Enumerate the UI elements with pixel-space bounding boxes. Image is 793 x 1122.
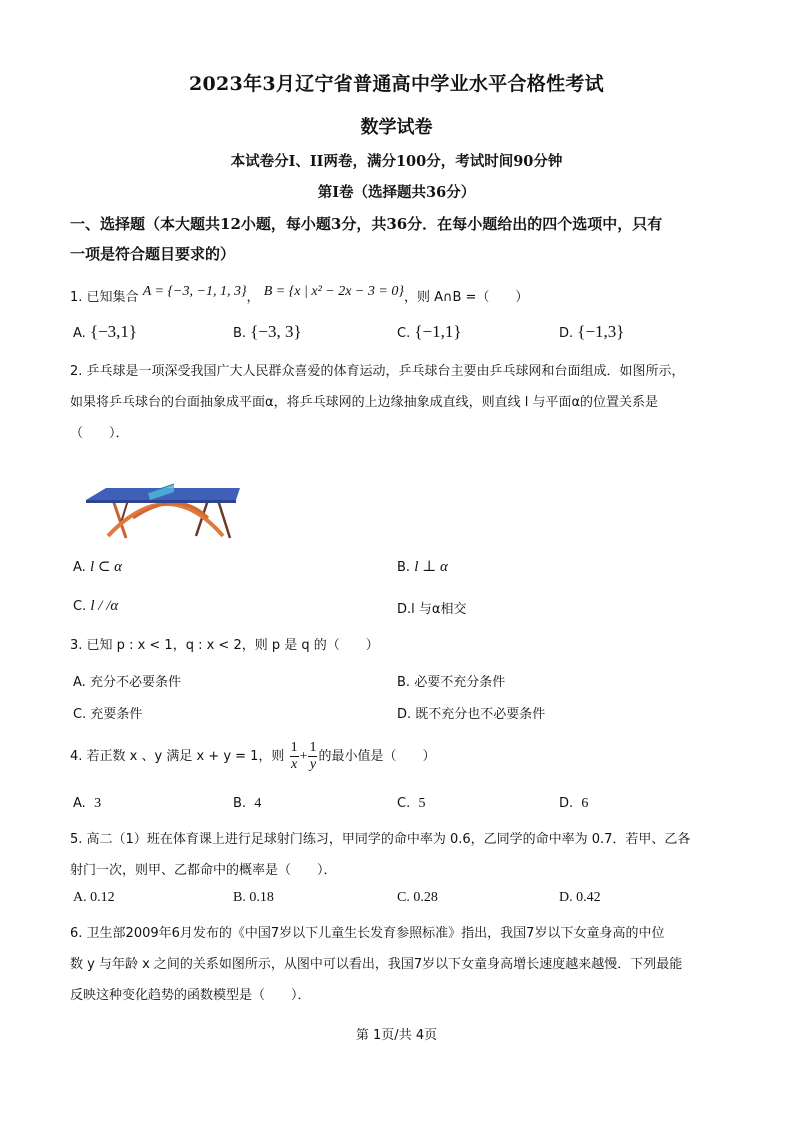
question-2-stem (70, 360, 685, 379)
exam-subtitle: 数学试卷 (360, 117, 433, 138)
option-text: {−1,3} (577, 322, 625, 341)
q4-option-c[interactable] (397, 796, 425, 812)
fraction-1-over-x (290, 740, 299, 773)
q5-option-c[interactable] (397, 890, 438, 906)
option-label: C. (397, 890, 410, 905)
question-6-stem-line2: 数 y 与年龄 x 之间的关系如图所示，从图中可以看出，我国7岁以下女童身高增长速度越来越慢．下列最能 (70, 957, 683, 972)
plus-sign: + (299, 749, 308, 764)
fraction-1-over-y (308, 740, 317, 773)
q1-option-d[interactable] (559, 322, 624, 342)
option-label: B. (233, 890, 246, 905)
separator: ， (246, 290, 260, 305)
question-text: 若正数 x 、y 满足 x + y = 1，则 (86, 749, 285, 764)
option-text: 3 (94, 796, 102, 811)
q3-option-b[interactable] (397, 671, 505, 690)
denominator: y (309, 757, 317, 772)
q2-option-a[interactable] (73, 557, 122, 576)
page-number: 第 1页/共 4页 (355, 1028, 438, 1043)
option-text: l / /α (90, 598, 119, 614)
option-label: D. (559, 796, 574, 811)
question-number: 6. (70, 926, 83, 941)
option-label: B. (233, 796, 247, 811)
q5-option-d[interactable] (559, 890, 601, 906)
option-label: A. (73, 326, 86, 341)
numerator: 1 (309, 740, 317, 755)
option-label: D. (397, 602, 412, 617)
ping-pong-table-icon (78, 478, 248, 546)
option-label: C. (397, 326, 411, 341)
option-label: C. (397, 796, 411, 811)
q1-option-c[interactable] (397, 322, 462, 342)
part-heading: 第I卷（选择题共36分） (317, 184, 476, 201)
set-a-formula: A = {−3, −1, 1, 3} (142, 284, 247, 299)
q3-option-d[interactable] (397, 703, 545, 722)
exam-title: 2023年3月辽宁省普通高中学业水平合格性考试 (188, 73, 604, 95)
option-text: 4 (254, 796, 262, 811)
option-label: B. (233, 326, 247, 341)
option-text: 必要不充分条件 (414, 675, 506, 690)
option-label: A. (73, 796, 86, 811)
question-text: 乒乓球是一项深受我国广大人民群众喜爱的体育运动，乒乓球台主要由乒乓球网和台面组成．如图所示， (86, 364, 685, 379)
q3-option-a[interactable] (73, 671, 181, 690)
q5-option-a[interactable] (73, 890, 115, 906)
q3-option-c[interactable] (73, 703, 142, 722)
denominator: x (290, 757, 298, 772)
question-3-stem (70, 634, 379, 653)
question-2-stem-line3: （ ）． (70, 426, 129, 441)
question-text: ，则 A∩B =（ ） (403, 290, 529, 305)
question-1-stem (70, 286, 528, 306)
q1-option-a[interactable] (73, 322, 137, 342)
question-text: 的最小值是（ ） (318, 749, 436, 764)
option-label: C. (73, 707, 87, 722)
question-2-stem-line2: 如果将乒乓球台的台面抽象成平面α，将乒乓球网的上边缘抽象成直线，则直线 l 与平面α的位置关系是 (70, 395, 659, 410)
option-text: l ⊥ α (414, 559, 448, 575)
question-number: 3. (70, 638, 83, 653)
option-text: 6 (581, 796, 589, 811)
q5-option-b[interactable] (233, 890, 274, 906)
question-number: 5. (70, 832, 83, 847)
option-label: D. (559, 326, 574, 341)
set-b-formula: B = {x | x² − 2x − 3 = 0} (263, 284, 404, 299)
section-instructions-line1: 一、选择题（本大题共12小题，每小题3分，共36分．在每小题给出的四个选项中，只有 (70, 215, 663, 233)
question-text: 卫生部2009年6月发布的《中国7岁以下儿童生长发育参照标准》指出，我国7岁以下女童身高的中位 (86, 926, 665, 941)
option-label: A. (73, 560, 86, 575)
option-label: C. (73, 599, 87, 614)
option-text: {−3,1} (89, 322, 138, 341)
q4-option-b[interactable] (233, 796, 261, 812)
numerator: 1 (290, 740, 298, 755)
question-5-stem (70, 828, 690, 847)
option-text: {−1,1} (414, 322, 462, 341)
option-label: A. (73, 675, 86, 690)
q2-option-d[interactable] (397, 598, 466, 617)
option-text: 既不充分也不必要条件 (415, 707, 546, 722)
question-6-stem (70, 922, 664, 941)
option-text: 0.12 (90, 890, 115, 905)
question-text: 已知集合 (86, 290, 139, 305)
question-6-stem-line3: 反映这种变化趋势的函数模型是（ ）． (70, 988, 311, 1003)
option-text: l ⊂ α (89, 559, 123, 575)
question-text: 高二（1）班在体育课上进行足球射门练习，甲同学的命中率为 0.6，乙同学的命中率为 0.7．若甲、乙各 (86, 832, 691, 847)
q2-option-b[interactable] (397, 557, 448, 576)
q1-option-b[interactable] (233, 322, 302, 342)
option-label: B. (397, 675, 411, 690)
option-label: D. (397, 707, 412, 722)
option-text: l 与α相交 (411, 602, 467, 617)
option-text: 0.42 (576, 890, 601, 905)
section-instructions-line2: 一项是符合题目要求的） (70, 245, 236, 263)
question-number: 2. (70, 364, 83, 379)
q4-option-a[interactable] (73, 796, 101, 812)
question-number: 4. (70, 749, 83, 764)
question-4-stem (70, 740, 436, 773)
exam-info: 本试卷分I、II两卷，满分100分，考试时间90分钟 (230, 153, 563, 170)
option-text: 充分不必要条件 (89, 675, 181, 690)
option-label: D. (559, 890, 573, 905)
q2-option-c[interactable] (73, 598, 118, 615)
option-text: 0.28 (413, 890, 438, 905)
option-label: B. (397, 560, 411, 575)
ping-pong-table-figure (78, 478, 248, 546)
option-text: 充要条件 (90, 707, 143, 722)
question-number: 1. (70, 290, 83, 305)
option-text: 5 (418, 796, 426, 811)
option-text: {−3, 3} (250, 322, 302, 341)
option-label: A. (73, 890, 87, 905)
question-5-stem-line2: 射门一次，则甲、乙都命中的概率是（ ）． (70, 863, 337, 878)
question-text: 已知 p : x < 1，q : x < 2，则 p 是 q 的（ ） (86, 638, 379, 653)
q4-option-d[interactable] (559, 796, 588, 812)
option-text: 0.18 (249, 890, 274, 905)
